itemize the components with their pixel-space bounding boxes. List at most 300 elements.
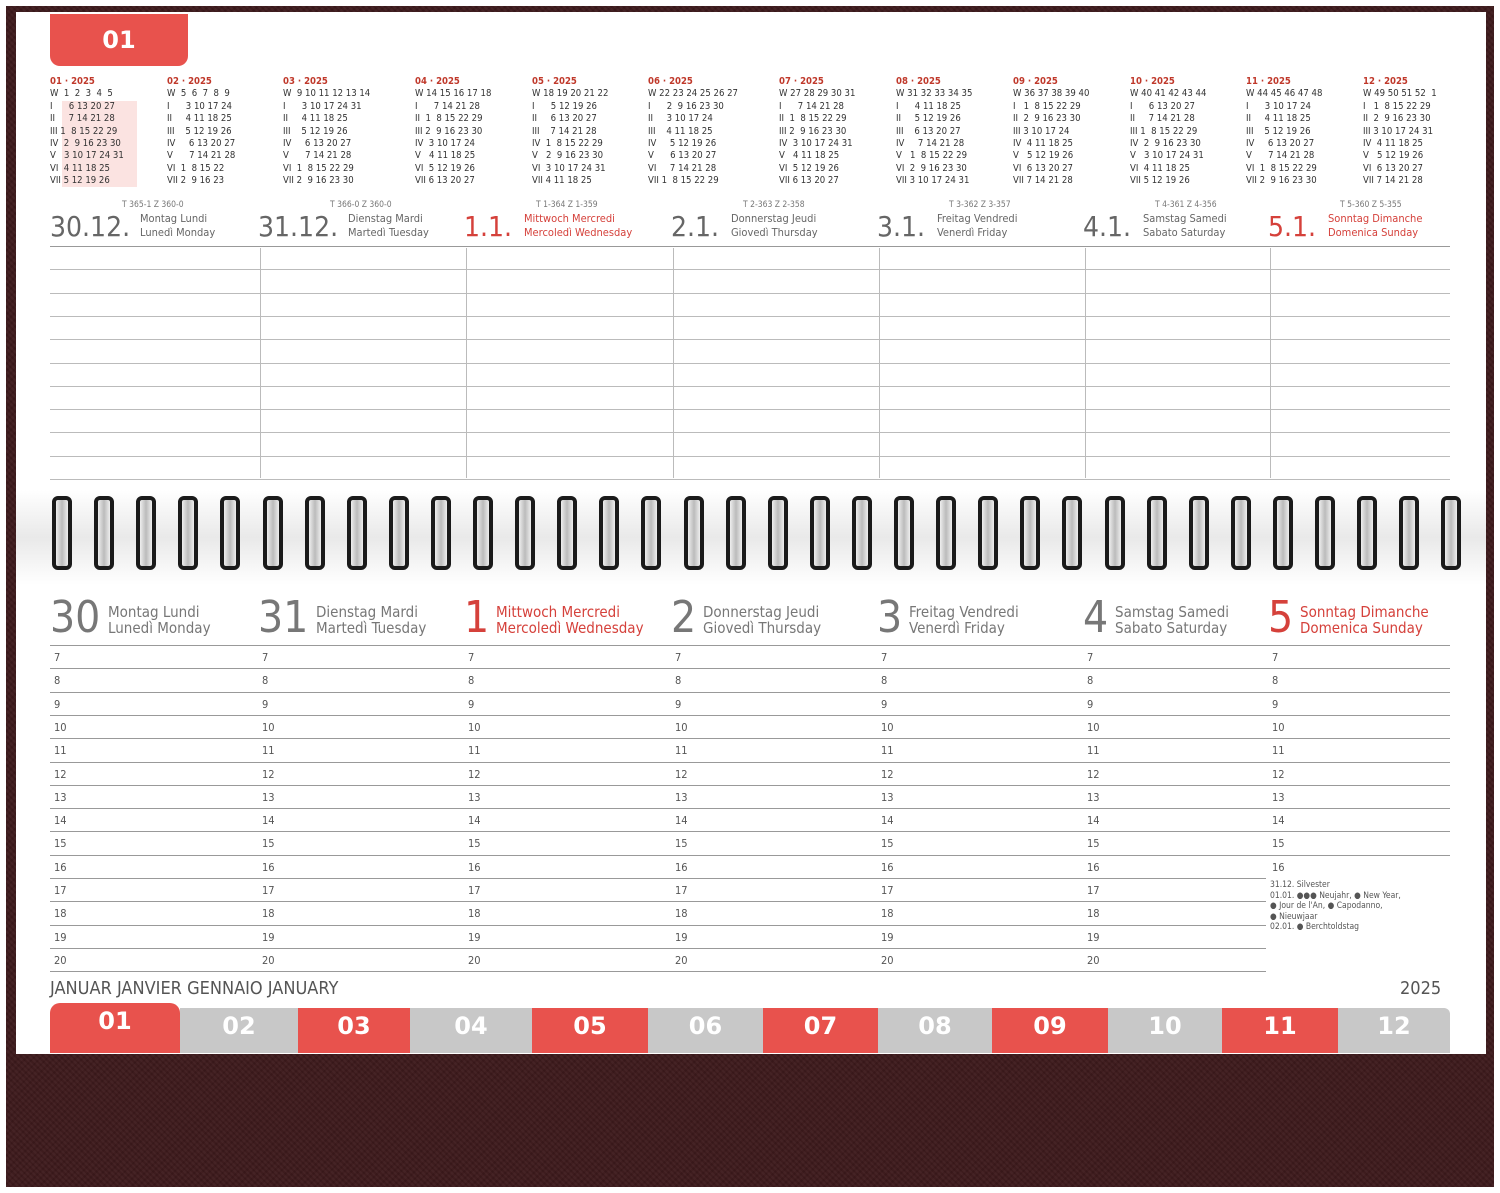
mini-calendar [1246, 76, 1356, 188]
hour-label: 17 [675, 884, 688, 897]
mini-calendar [283, 76, 393, 188]
mini-calendar-row: VI 3 10 17 24 31 [532, 162, 606, 174]
month-tab[interactable]: 01 [50, 1003, 180, 1053]
day-counter: T 1-364 Z 1-359 [536, 200, 598, 210]
mini-calendar-row: V 3 10 17 24 31 [1130, 150, 1204, 162]
mini-calendar-row: II 1 8 15 22 29 [779, 113, 847, 125]
hour-label: 14 [54, 814, 67, 828]
mini-calendar-row: II 4 11 18 25 [167, 113, 232, 125]
hour-label: 20 [675, 953, 688, 967]
grid-divider [1270, 248, 1271, 478]
mini-calendar-row: II 4 11 18 25 [1246, 113, 1311, 125]
month-name: JANUAR JANVIER GENNAIO JANUARY [50, 978, 339, 999]
day-counter: T 365-1 Z 360-0 [122, 200, 184, 210]
mini-calendar [648, 76, 758, 188]
spiral-ring [894, 496, 914, 570]
hour-label: 7 [468, 651, 475, 664]
hour-label: 7 [881, 651, 888, 664]
mini-calendar-title: 03 · 2025 [283, 76, 328, 87]
mini-calendar-title: 07 · 2025 [779, 76, 824, 87]
mini-calendar-title: 01 · 2025 [50, 76, 95, 87]
hour-label: 16 [675, 860, 688, 874]
mini-calendar-row: III 5 12 19 26 [167, 125, 232, 137]
month-tab[interactable]: 09 [992, 1008, 1108, 1053]
hour-label: 10 [675, 720, 688, 734]
mini-calendar-row: VII 2 9 16 23 30 [283, 175, 354, 187]
mini-calendar-row: III 2 9 16 23 30 [779, 125, 847, 137]
hour-label: 19 [675, 930, 688, 944]
mini-calendar [896, 76, 1006, 188]
hour-label: 14 [262, 814, 275, 828]
spiral-ring [1357, 496, 1377, 570]
hour-label: 20 [881, 953, 894, 967]
hour-label: 18 [468, 907, 481, 921]
hour-label: 7 [54, 651, 61, 664]
hour-label: 19 [1087, 930, 1100, 944]
day-name: Donnerstag Jeudi [731, 212, 817, 225]
hour-label: 13 [1272, 790, 1285, 804]
hour-label: 12 [1087, 767, 1100, 781]
hour-label: 20 [54, 953, 67, 967]
mini-calendar-row: I 3 10 17 24 31 [283, 100, 362, 112]
mini-calendar-row: VI 1 8 15 22 29 [283, 162, 354, 174]
holiday-line: 01.01. ●●● Neujahr, ● New Year, [1270, 890, 1401, 901]
mini-calendar [1130, 76, 1240, 188]
hour-label: 13 [675, 790, 688, 804]
mini-calendar-title: 11 · 2025 [1246, 76, 1291, 87]
mini-calendar-row: V 3 10 17 24 31 [50, 150, 124, 162]
day-name: Domenica Sunday [1328, 226, 1419, 239]
grid-line [50, 831, 1450, 832]
mini-calendar-row: I 3 10 17 24 [1246, 100, 1311, 112]
day-counter: T 3-362 Z 3-357 [949, 200, 1011, 210]
mini-calendar-row: I 7 14 21 28 [415, 100, 480, 112]
day-counter: T 2-363 Z 2-358 [743, 200, 805, 210]
hour-label: 10 [881, 720, 894, 734]
grid-line [50, 878, 1266, 879]
hour-label: 19 [468, 930, 481, 944]
day-name: Lunedì Monday [108, 619, 211, 637]
holiday-line: 02.01. ● Berchtoldstag [1270, 922, 1359, 932]
hour-label: 18 [675, 907, 688, 921]
hour-label: 11 [1087, 744, 1100, 758]
hour-label: 10 [1087, 720, 1100, 734]
mini-calendar-row: I 2 9 16 23 30 [648, 100, 724, 112]
mini-calendar-row: VII 2 9 16 23 [167, 175, 225, 187]
mini-calendar-title: 04 · 2025 [415, 76, 460, 87]
day-name: Dienstag Mardi [348, 212, 423, 225]
day-name: Giovedì Thursday [731, 226, 818, 239]
mini-calendar-row: W 1 2 3 4 5 [50, 88, 113, 100]
grid-divider [673, 248, 674, 478]
day-name: Giovedì Thursday [703, 619, 822, 637]
grid-line [50, 715, 1450, 716]
mini-calendar-row: II 7 14 21 28 [1130, 113, 1195, 125]
holiday-line: ● Jour de l'An, ● Capodanno, [1270, 901, 1383, 911]
mini-calendar-row: III 3 10 17 24 [1013, 125, 1070, 137]
day-name: Sabato Saturday [1143, 226, 1226, 239]
spiral-ring [978, 496, 998, 570]
mini-calendar-row: V 7 14 21 28 [167, 150, 236, 162]
grid-line [50, 785, 1450, 786]
hour-label: 17 [262, 884, 275, 897]
hour-label: 9 [468, 697, 475, 711]
day-counter: T 4-361 Z 4-356 [1155, 200, 1217, 210]
spiral-ring [515, 496, 535, 570]
mini-calendar-row: VI 6 13 20 27 [1363, 162, 1423, 174]
day-name: Montag Lundi [140, 212, 208, 225]
grid-divider [466, 248, 467, 478]
hour-label: 15 [468, 837, 481, 851]
spiral-ring [263, 496, 283, 570]
day-number: 2 [671, 592, 697, 643]
spiral-ring [473, 496, 493, 570]
spiral-ring [1231, 496, 1251, 570]
hour-label: 9 [881, 697, 888, 711]
hour-label: 13 [1087, 790, 1100, 804]
day-name: Mercoledì Wednesday [496, 619, 644, 637]
mini-calendar-title: 05 · 2025 [532, 76, 577, 87]
grid-divider [1085, 248, 1086, 478]
hour-label: 14 [675, 814, 688, 828]
mini-calendar-row: IV 4 11 18 25 [1013, 138, 1073, 150]
mini-calendar-row: II 2 9 16 23 30 [1013, 113, 1081, 125]
mini-calendar [1013, 76, 1123, 188]
mini-calendar [779, 76, 889, 188]
day-counter: T 366-0 Z 360-0 [330, 200, 392, 210]
mini-calendar-row: W 49 50 51 52 1 [1363, 88, 1437, 100]
spiral-ring [599, 496, 619, 570]
hour-label: 15 [881, 837, 894, 851]
mini-calendar-row: III 5 12 19 26 [283, 125, 348, 137]
hour-label: 11 [675, 744, 688, 758]
day-name: Freitag Vendredi [909, 603, 1019, 621]
day-number: 31 [258, 592, 309, 643]
holiday-line: 31.12. Silvester [1270, 880, 1330, 890]
hour-label: 8 [54, 674, 61, 688]
mini-calendar-row: V 5 12 19 26 [1363, 150, 1424, 162]
hour-label: 17 [54, 884, 67, 897]
mini-calendar-row: II 4 11 18 25 [283, 113, 348, 125]
mini-calendar-row: V 7 14 21 28 [1246, 150, 1315, 162]
spiral-ring [1147, 496, 1167, 570]
grid-line [50, 901, 1266, 902]
month-tab[interactable]: 04 [410, 1008, 532, 1053]
hour-label: 16 [881, 860, 894, 874]
mini-calendar-row: IV 6 13 20 27 [283, 138, 352, 150]
month-tab[interactable]: 10 [1108, 1008, 1222, 1053]
mini-calendar-row: I 4 11 18 25 [896, 100, 961, 112]
hour-label: 16 [54, 860, 67, 874]
mini-calendar-row: IV 6 13 20 27 [1246, 138, 1315, 150]
mini-calendar-row: V 4 11 18 25 [415, 150, 476, 162]
day-name: Domenica Sunday [1300, 619, 1423, 637]
month-tab[interactable]: 11 [1222, 1008, 1338, 1053]
hour-label: 13 [468, 790, 481, 804]
month-tab[interactable]: 05 [532, 1008, 648, 1053]
day-date: 5.1. [1268, 210, 1317, 243]
hour-label: 11 [468, 744, 481, 758]
hour-label: 14 [468, 814, 481, 828]
hour-label: 16 [262, 860, 275, 874]
mini-calendar-row: I 3 10 17 24 [167, 100, 232, 112]
hour-label: 17 [468, 884, 481, 897]
mini-calendar-row: IV 2 9 16 23 30 [1130, 138, 1201, 150]
spiral-ring [347, 496, 367, 570]
hour-label: 14 [1087, 814, 1100, 828]
mini-calendar-row: I 1 8 15 22 29 [1013, 100, 1081, 112]
mini-calendar-row: IV 5 12 19 26 [648, 138, 717, 150]
mini-calendar-row: VII 6 13 20 27 [779, 175, 839, 187]
mini-calendar-row: W 14 15 16 17 18 [415, 88, 492, 100]
hour-label: 17 [881, 884, 894, 897]
hour-label: 20 [262, 953, 275, 967]
grid-line [50, 668, 1450, 669]
day-name: Sabato Saturday [1115, 619, 1228, 637]
mini-calendar-row: V 1 8 15 22 29 [896, 150, 968, 162]
hour-label: 8 [262, 674, 269, 688]
grid-line [50, 246, 1450, 247]
hour-label: 9 [1272, 697, 1279, 711]
spiral-ring [1189, 496, 1209, 570]
day-number: 4 [1083, 592, 1109, 643]
hour-label: 9 [675, 697, 682, 711]
hour-label: 12 [881, 767, 894, 781]
mini-calendar-row: IV 6 13 20 27 [167, 138, 236, 150]
hour-label: 7 [675, 651, 682, 664]
mini-calendar-row: VII 3 10 17 24 31 [896, 175, 970, 187]
grid-line [50, 808, 1450, 809]
mini-calendar-row: IV 1 8 15 22 29 [532, 138, 603, 150]
hour-label: 14 [881, 814, 894, 828]
hour-label: 15 [54, 837, 67, 851]
day-name: Samstag Samedi [1115, 603, 1230, 621]
day-date: 1.1. [464, 210, 513, 243]
grid-line [50, 855, 1450, 856]
hour-label: 8 [1272, 674, 1279, 688]
spiral-ring [684, 496, 704, 570]
hour-label: 11 [54, 744, 67, 758]
day-name: Venerdì Friday [909, 619, 1005, 637]
mini-calendar-row: II 1 8 15 22 29 [415, 113, 483, 125]
spiral-ring [431, 496, 451, 570]
grid-line [50, 925, 1266, 926]
month-tab[interactable]: 06 [648, 1008, 763, 1053]
hour-label: 10 [1272, 720, 1285, 734]
hour-label: 8 [468, 674, 475, 688]
spiral-ring [389, 496, 409, 570]
hour-label: 18 [54, 907, 67, 921]
hour-label: 15 [675, 837, 688, 851]
hour-label: 16 [1087, 860, 1100, 874]
mini-calendar-row: I 7 14 21 28 [779, 100, 844, 112]
mini-calendar-row: VII 6 13 20 27 [415, 175, 475, 187]
mini-calendar-row: VI 1 8 15 22 [167, 162, 225, 174]
mini-calendar-row: VI 5 12 19 26 [415, 162, 475, 174]
hour-label: 10 [54, 720, 67, 734]
month-tab[interactable]: 02 [180, 1008, 298, 1053]
mini-calendar-row: W 36 37 38 39 40 [1013, 88, 1090, 100]
month-tab[interactable]: 07 [763, 1008, 878, 1053]
mini-calendar-row: V 6 13 20 27 [648, 150, 717, 162]
holiday-notes [1270, 880, 1450, 933]
mini-calendar [1363, 76, 1473, 188]
mini-calendar-row: IV 3 10 17 24 31 [779, 138, 853, 150]
spiral-ring [1273, 496, 1293, 570]
mini-calendar-title: 10 · 2025 [1130, 76, 1175, 87]
hour-label: 12 [1272, 767, 1285, 781]
mini-calendar-row: III 1 8 15 22 29 [50, 125, 118, 137]
day-date: 31.12. [258, 210, 339, 243]
hour-label: 18 [881, 907, 894, 921]
hour-label: 15 [262, 837, 275, 851]
hour-label: 7 [262, 651, 269, 664]
grid-line [50, 692, 1450, 693]
mini-calendar-row: V 7 14 21 28 [283, 150, 352, 162]
hour-label: 10 [468, 720, 481, 734]
mini-calendar-row: III 3 10 17 24 31 [1363, 125, 1434, 137]
spiral-ring [178, 496, 198, 570]
hour-label: 7 [1272, 651, 1279, 664]
hour-label: 19 [262, 930, 275, 944]
grid-line [50, 948, 1266, 949]
spiral-ring [936, 496, 956, 570]
spiral-ring [1105, 496, 1125, 570]
hour-label: 16 [1272, 860, 1285, 874]
mini-calendar-row: W 27 28 29 30 31 [779, 88, 856, 100]
spiral-ring [726, 496, 746, 570]
mini-calendar-row: V 4 11 18 25 [779, 150, 840, 162]
day-number: 5 [1268, 592, 1294, 643]
spiral-ring [641, 496, 661, 570]
hour-label: 13 [262, 790, 275, 804]
hour-label: 12 [262, 767, 275, 781]
mini-calendar-row: VII 7 14 21 28 [1363, 175, 1423, 187]
hour-label: 18 [262, 907, 275, 921]
month-tab[interactable]: 03 [298, 1008, 410, 1053]
mini-calendar-row: III 6 13 20 27 [896, 125, 961, 137]
spiral-ring [1020, 496, 1040, 570]
mini-calendar-row: VI 2 9 16 23 30 [896, 162, 967, 174]
hour-label: 15 [1272, 837, 1285, 851]
current-month-tab[interactable]: 01 [50, 14, 188, 66]
mini-calendar-row: VI 5 12 19 26 [779, 162, 839, 174]
mini-calendar-row: II 7 14 21 28 [50, 113, 115, 125]
mini-calendar-row: VI 4 11 18 25 [1130, 162, 1190, 174]
mini-calendar-row: V 2 9 16 23 30 [532, 150, 604, 162]
mini-calendar [532, 76, 642, 188]
spiral-ring [810, 496, 830, 570]
mini-calendar-row: II 3 10 17 24 [648, 113, 713, 125]
hour-label: 11 [1272, 744, 1285, 758]
hour-label: 13 [54, 790, 67, 804]
mini-calendar-title: 06 · 2025 [648, 76, 693, 87]
mini-calendar-row: VII 5 12 19 26 [50, 175, 110, 187]
mini-calendar-row: I 5 12 19 26 [532, 100, 597, 112]
day-name: Lunedì Monday [140, 226, 216, 239]
mini-calendar-row: I 1 8 15 22 29 [1363, 100, 1431, 112]
year-label: 2025 [1400, 978, 1442, 999]
day-date: 3.1. [877, 210, 926, 243]
day-name: Dienstag Mardi [316, 603, 418, 621]
day-name: Martedì Tuesday [316, 619, 427, 637]
hour-label: 8 [1087, 674, 1094, 688]
day-name: Samstag Samedi [1143, 212, 1227, 225]
holiday-line: ● Nieuwjaar [1270, 911, 1318, 922]
hour-label: 8 [675, 674, 682, 688]
grid-line [50, 645, 1450, 646]
spiral-ring [52, 496, 72, 570]
mini-calendar-row: W 5 6 7 8 9 [167, 88, 230, 100]
hour-label: 18 [1087, 907, 1100, 921]
mini-calendar [50, 76, 160, 188]
spiral-ring [136, 496, 156, 570]
mini-calendar-row: II 6 13 20 27 [532, 113, 597, 125]
hour-label: 16 [468, 860, 481, 874]
day-name: Mercoledì Wednesday [524, 226, 633, 239]
hour-label: 8 [881, 674, 888, 688]
mini-calendar-row: III 4 11 18 25 [648, 125, 713, 137]
month-tab[interactable]: 12 [1338, 1008, 1450, 1053]
mini-calendar-row: W 22 23 24 25 26 27 [648, 88, 738, 100]
hour-label: 9 [54, 697, 61, 711]
mini-calendar-row: VI 6 13 20 27 [1013, 162, 1073, 174]
mini-calendar-row: IV 2 9 16 23 30 [50, 138, 121, 150]
hour-label: 12 [54, 767, 67, 781]
mini-calendar-row: VII 2 9 16 23 30 [1246, 175, 1317, 187]
day-name: Freitag Vendredi [937, 212, 1018, 225]
mini-calendar [167, 76, 277, 188]
mini-calendar-row: VI 1 8 15 22 29 [1246, 162, 1317, 174]
grid-line [50, 738, 1450, 739]
hour-label: 9 [1087, 697, 1094, 711]
day-name: Sonntag Dimanche [1328, 212, 1423, 225]
hour-label: 15 [1087, 837, 1100, 851]
hour-label: 12 [468, 767, 481, 781]
hour-label: 13 [881, 790, 894, 804]
hour-label: 12 [675, 767, 688, 781]
hour-label: 11 [881, 744, 894, 758]
month-tab[interactable]: 08 [878, 1008, 992, 1053]
mini-calendar-title: 09 · 2025 [1013, 76, 1058, 87]
spiral-ring [305, 496, 325, 570]
mini-calendar-title: 12 · 2025 [1363, 76, 1408, 87]
mini-calendar-row: III 7 14 21 28 [532, 125, 597, 137]
mini-calendar-row: I 6 13 20 27 [1130, 100, 1195, 112]
hour-label: 17 [1087, 884, 1100, 897]
mini-calendar-row: W 40 41 42 43 44 [1130, 88, 1207, 100]
spiral-ring [94, 496, 114, 570]
mini-calendar-row: VI 4 11 18 25 [50, 162, 110, 174]
day-name: Mittwoch Mercredi [496, 603, 620, 621]
spiral-ring [557, 496, 577, 570]
hour-label: 9 [262, 697, 269, 711]
day-date: 30.12. [50, 210, 131, 243]
day-name: Venerdì Friday [937, 226, 1008, 239]
day-name: Montag Lundi [108, 603, 200, 621]
day-number: 1 [464, 592, 490, 643]
mini-calendar-row: VII 7 14 21 28 [1013, 175, 1073, 187]
day-name: Sonntag Dimanche [1300, 603, 1429, 621]
mini-calendar-row: IV 3 10 17 24 [415, 138, 475, 150]
mini-calendar-title: 02 · 2025 [167, 76, 212, 87]
mini-calendar-row: IV 7 14 21 28 [896, 138, 965, 150]
mini-calendar-row: W 18 19 20 21 22 [532, 88, 609, 100]
hour-label: 14 [1272, 814, 1285, 828]
day-name: Mittwoch Mercredi [524, 212, 615, 225]
spiral-ring [220, 496, 240, 570]
mini-calendar-row: I 6 13 20 27 [50, 100, 115, 112]
